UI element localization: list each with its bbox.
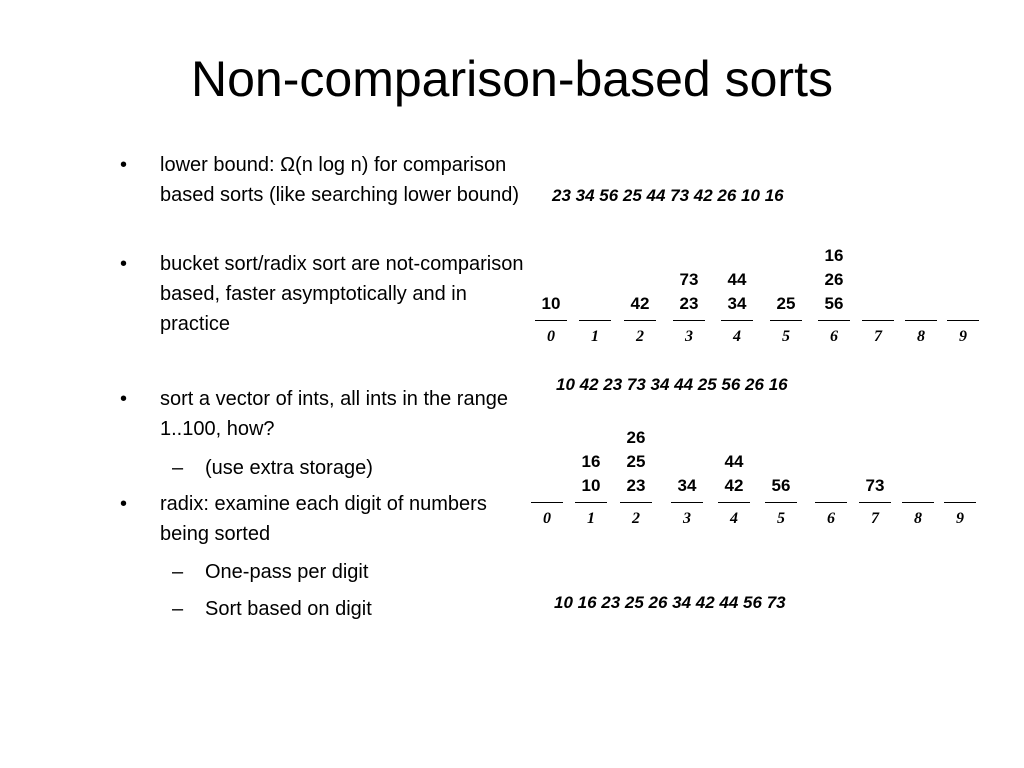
bucket-line	[624, 320, 656, 321]
bucket-line	[815, 502, 847, 503]
bucket-values	[673, 268, 705, 316]
bucket-index: 1	[591, 328, 599, 345]
bucket-value: 34	[677, 476, 697, 495]
bullet-text: lower bound: Ω(n log n) for comparison based sorts (like searching lower bound)	[160, 154, 520, 206]
bucket-value: 44	[724, 452, 744, 471]
bucket-line	[673, 320, 705, 321]
bucket-line	[944, 502, 976, 503]
bucket-index: 0	[543, 510, 551, 527]
bullet-text: sort a vector of ints, all ints in the range 1..100, how?	[160, 388, 508, 440]
sub-bullet-mark: –	[172, 457, 184, 479]
bucket-value: 10	[541, 294, 561, 313]
bucket-value: 73	[679, 270, 699, 289]
bucket-value: 16	[824, 246, 844, 265]
bucket-index: 6	[827, 510, 835, 527]
bucket-value: 23	[626, 476, 646, 495]
bucket-values	[575, 450, 607, 498]
bucket-value: 44	[727, 270, 747, 289]
sub-bullet-mark: –	[172, 561, 184, 583]
bucket-line	[770, 320, 802, 321]
bucket-values	[620, 426, 652, 498]
bucket-index: 2	[632, 510, 640, 527]
final-sequence: 10 16 23 25 26 34 42 44 56 73	[554, 593, 786, 612]
bucket-line	[531, 502, 563, 503]
bucket-index: 9	[959, 328, 967, 345]
bucket-value: 42	[724, 476, 744, 495]
bucket-value: 42	[630, 294, 650, 313]
bucket-value: 23	[679, 294, 699, 313]
bucket-line	[859, 502, 891, 503]
bucket-value: 26	[626, 428, 646, 447]
bucket-value: 26	[824, 270, 844, 289]
bucket-index: 5	[777, 510, 785, 527]
bucket-values	[770, 292, 802, 316]
bucket-value: 34	[727, 294, 747, 313]
bucket-line	[947, 320, 979, 321]
bucket-line	[905, 320, 937, 321]
bucket-index: 4	[733, 328, 741, 345]
bucket-values	[818, 244, 850, 316]
bucket-values	[859, 474, 891, 498]
bucket-index: 2	[636, 328, 644, 345]
bucket-index: 6	[830, 328, 838, 345]
slide-title: Non-comparison-based sorts	[191, 51, 833, 107]
bullet-mark: •	[120, 388, 128, 410]
bucket-line	[718, 502, 750, 503]
bucket-values	[718, 450, 750, 498]
bucket-values	[721, 268, 753, 316]
bullet-text: (use extra storage)	[205, 457, 373, 479]
bucket-value: 73	[865, 476, 885, 495]
bucket-line	[765, 502, 797, 503]
bucket-index: 1	[587, 510, 595, 527]
bucket-value: 16	[581, 452, 601, 471]
bucket-line	[862, 320, 894, 321]
bucket-line	[620, 502, 652, 503]
bucket-value: 56	[824, 294, 844, 313]
bucket-index: 0	[547, 328, 555, 345]
bucket-values	[671, 474, 703, 498]
bullet-mark: •	[120, 154, 128, 176]
bucket-line	[721, 320, 753, 321]
bucket-values	[765, 474, 797, 498]
bullet-text: bucket sort/radix sort are not-comparison based, faster asymptotically and in practice	[160, 253, 524, 335]
bucket-index: 7	[871, 510, 879, 527]
bucket-value: 25	[626, 452, 646, 471]
bucket-line	[902, 502, 934, 503]
bucket-index: 5	[782, 328, 790, 345]
bullet-mark: •	[120, 253, 128, 275]
bucket-index: 8	[914, 510, 922, 527]
bullet-mark: •	[120, 493, 128, 515]
bucket-line	[575, 502, 607, 503]
bucket-values	[624, 292, 656, 316]
bullet-text: Sort based on digit	[205, 598, 372, 620]
bucket-line	[671, 502, 703, 503]
bucket-line	[579, 320, 611, 321]
bullet-text: radix: examine each digit of numbers being sorted	[160, 493, 487, 545]
bucket-line	[818, 320, 850, 321]
bucket-line	[535, 320, 567, 321]
pass1-output-sequence: 10 42 23 73 34 44 25 56 26 16	[556, 375, 788, 394]
bucket-index: 9	[956, 510, 964, 527]
input-sequence: 23 34 56 25 44 73 42 26 10 16	[552, 186, 784, 205]
bullet-text: One-pass per digit	[205, 561, 369, 583]
bucket-values	[535, 292, 567, 316]
bucket-value: 56	[771, 476, 791, 495]
bucket-value: 10	[581, 476, 601, 495]
bucket-value: 25	[776, 294, 796, 313]
bucket-index: 7	[874, 328, 882, 345]
bucket-index: 4	[730, 510, 738, 527]
bucket-index: 3	[685, 328, 693, 345]
bucket-index: 8	[917, 328, 925, 345]
bucket-index: 3	[683, 510, 691, 527]
sub-bullet-mark: –	[172, 598, 184, 620]
